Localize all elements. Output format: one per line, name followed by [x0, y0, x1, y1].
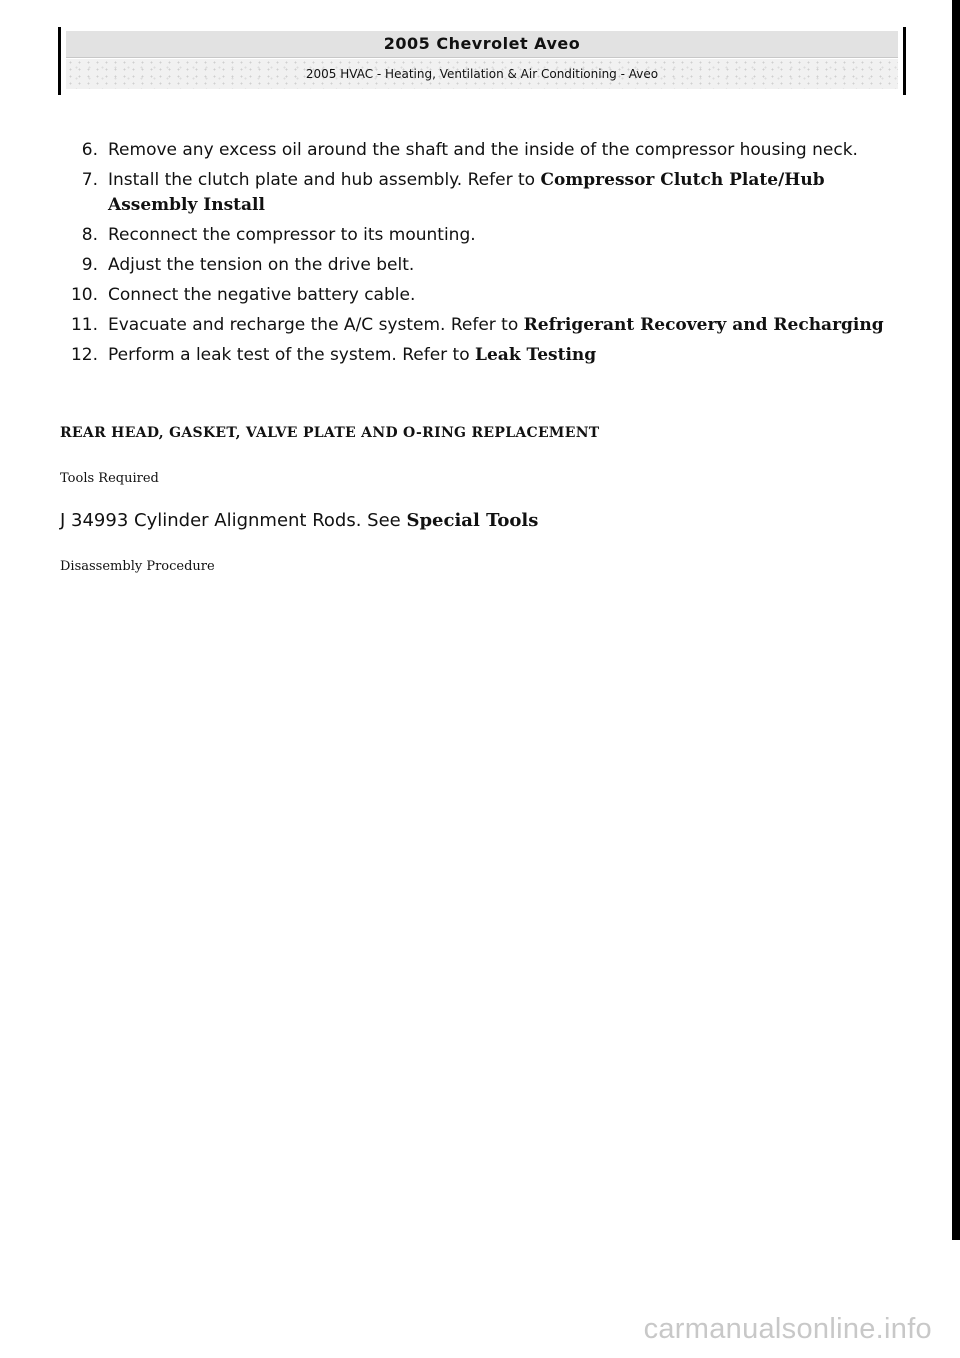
compressor-clutch-link[interactable]: Compressor Clutch Plate/Hub Assembly Install: [108, 170, 825, 215]
step-number: 11.: [70, 315, 98, 335]
step-text: Remove any excess oil around the shaft and the inside of the compressor housing neck.: [108, 140, 858, 160]
document-title: 2005 Chevrolet Aveo: [66, 31, 898, 58]
page-edge-rule: [952, 0, 960, 1240]
step-item: [60, 223, 910, 248]
tool-item: J 34993 Cylinder Alignment Rods. See Special Tools: [60, 510, 539, 531]
special-tools-link[interactable]: Special Tools: [406, 510, 539, 531]
watermark-text: carmanualsonline.info: [643, 1313, 932, 1345]
step-text: Install the clutch plate and hub assembly. Refer to Compressor Clutch Plate/Hub Assembly Install: [108, 170, 825, 215]
procedure-steps: [60, 138, 910, 373]
step-item: [60, 253, 910, 278]
step-item: [60, 283, 910, 308]
tools-required-label: Tools Required: [60, 471, 159, 486]
step-item: [60, 313, 910, 338]
step-number: 12.: [70, 345, 98, 365]
step-item: [60, 138, 910, 163]
step-text: Connect the negative battery cable.: [108, 285, 416, 305]
step-text: Perform a leak test of the system. Refer to Leak Testing: [108, 345, 597, 365]
leak-testing-link[interactable]: Leak Testing: [475, 345, 597, 365]
page-header: [58, 27, 906, 95]
step-text: Evacuate and recharge the A/C system. Refer to Refrigerant Recovery and Recharging: [108, 315, 884, 335]
step-number: 10.: [70, 285, 98, 305]
step-item: [60, 168, 910, 218]
document-subtitle: 2005 HVAC - Heating, Ventilation & Air Conditioning - Aveo: [66, 59, 898, 89]
step-number: 9.: [81, 255, 98, 275]
step-text: Adjust the tension on the drive belt.: [108, 255, 415, 275]
step-number: 7.: [81, 170, 98, 190]
step-item: [60, 343, 910, 368]
section-heading: REAR HEAD, GASKET, VALVE PLATE AND O-RING REPLACEMENT: [60, 425, 600, 441]
step-text: Reconnect the compressor to its mounting.: [108, 225, 476, 245]
disassembly-procedure-label: Disassembly Procedure: [60, 559, 215, 574]
step-number: 8.: [81, 225, 98, 245]
refrigerant-recovery-link[interactable]: Refrigerant Recovery and Recharging: [523, 315, 884, 335]
step-number: 6.: [81, 140, 98, 160]
